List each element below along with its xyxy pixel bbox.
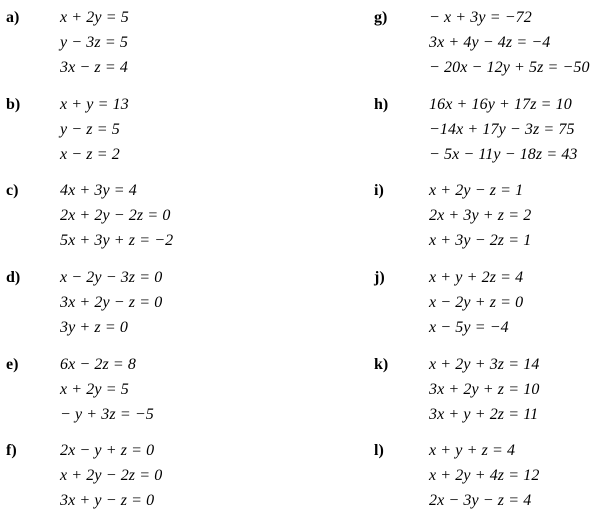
equation: 2x − y + z = 0 [60, 442, 155, 459]
problem-label: c) [6, 182, 19, 199]
equation-system [429, 5, 590, 80]
equation: x + 2y − z = 1 [429, 182, 524, 199]
equation: x − 2y + z = 0 [429, 294, 524, 311]
equation-system [60, 5, 129, 80]
problem-label: d) [6, 269, 21, 286]
equation: 2x + 2y − 2z = 0 [60, 207, 171, 224]
problem-label: f) [6, 442, 17, 459]
equation: 6x − 2z = 8 [60, 356, 137, 373]
equation: x + 2y + 3z = 14 [429, 356, 540, 373]
equation: x + 3y − 2z = 1 [429, 232, 532, 249]
equation: 3x + y + 2z = 11 [429, 406, 539, 423]
equation-system [60, 92, 129, 167]
problem-label: j) [374, 269, 385, 286]
equation-system [429, 178, 531, 253]
equation: x − 5y = −4 [429, 319, 509, 336]
equation-system [429, 438, 539, 513]
equation: x − 2y − 3z = 0 [60, 269, 163, 286]
equation: x + y + 2z = 4 [429, 269, 524, 286]
equation-system [429, 92, 578, 167]
equation: y − 3z = 5 [60, 34, 128, 51]
equation: x + y + z = 4 [429, 442, 516, 459]
problem-label: g) [374, 9, 388, 26]
equation: 3x + 2y + z = 10 [429, 381, 540, 398]
equation: 5x + 3y + z = −2 [60, 232, 174, 249]
equation-system [60, 352, 154, 427]
problem-label: a) [6, 9, 20, 26]
equation: 3x + 4y − 4z = −4 [429, 34, 551, 51]
equation: − 5x − 11y − 18z = 43 [429, 146, 578, 163]
equation: − y + 3z = −5 [60, 406, 154, 423]
equation: x + 2y = 5 [60, 381, 129, 398]
equation: − 20x − 12y + 5z = −50 [429, 59, 590, 76]
equation-system [60, 178, 173, 253]
equation-system [60, 265, 162, 340]
equation: x + 2y + 4z = 12 [429, 467, 540, 484]
problem-label: i) [374, 182, 384, 199]
problem-label: h) [374, 96, 389, 113]
equation: x + y = 13 [60, 96, 129, 113]
problem-label: b) [6, 96, 21, 113]
problem-label: l) [374, 442, 384, 459]
equation-system [429, 352, 539, 427]
equation: 3y + z = 0 [60, 319, 128, 336]
equation: 16x + 16y + 17z = 10 [429, 96, 572, 113]
equation: 3x + 2y − z = 0 [60, 294, 163, 311]
problem-label: k) [374, 356, 389, 373]
equation: − x + 3y = −72 [429, 9, 532, 26]
problem-label: e) [6, 356, 19, 373]
equation: 3x − z = 4 [60, 59, 128, 76]
equation: −14x + 17y − 3z = 75 [429, 121, 575, 138]
equation: x − z = 2 [60, 146, 120, 163]
equation: y − z = 5 [60, 121, 120, 138]
equation: x + 2y − 2z = 0 [60, 467, 163, 484]
equation: x + 2y = 5 [60, 9, 129, 26]
equation-system [429, 265, 523, 340]
equation-system [60, 438, 162, 513]
equation: 3x + y − z = 0 [60, 492, 155, 509]
equation: 4x + 3y = 4 [60, 182, 137, 199]
equation: 2x − 3y − z = 4 [429, 492, 532, 509]
equation: 2x + 3y + z = 2 [429, 207, 532, 224]
